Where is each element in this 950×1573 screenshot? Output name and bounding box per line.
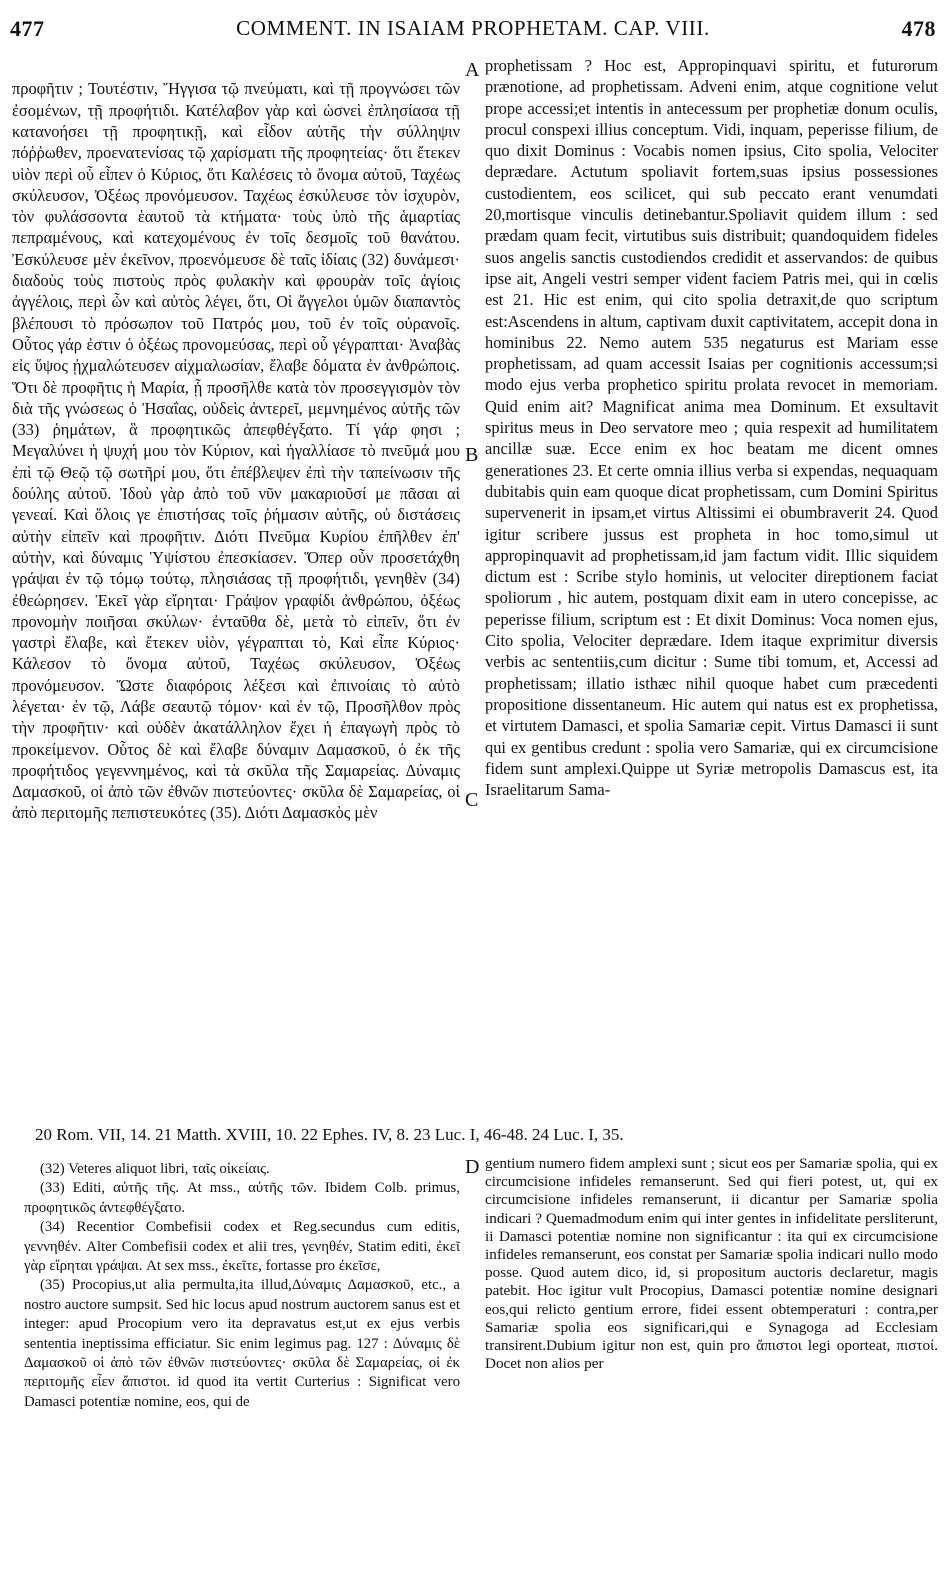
footnote-32: (32) Veteres aliquot libri, ταῖς οἰκείαις. [40, 1161, 270, 1177]
section-marker-c: C [465, 789, 479, 811]
section-marker-d: D [465, 1156, 480, 1178]
latin-column-continued [485, 1155, 938, 1565]
running-title: COMMENT. IN ISAIAM PROPHETAM. CAP. VIII. [236, 16, 710, 40]
section-marker-a: A [465, 59, 480, 81]
section-marker-b: B [465, 444, 479, 466]
latin-column [485, 55, 938, 1115]
page-number-left: 477 [10, 16, 45, 41]
latin-text-continued: gentium numero fidem amplexi sunt ; sicut eos per Samariæ spolia, qui ex circumcisione infideles remanserunt. Sed qui fieri potest, ut, qui ex circumcisione infideles remanserunt, ii dicantur per Samariæ spolia indicari ? Quemadmodum enim qui inter gentes in infidelitate persliterunt, ii Damasci potentiæ nomine non significantur : ita qui ex circumcisione infideles remanserunt, eos constat per Samariæ spolia indicari nullo modo posse. Quod autem dico, id, si propositum auctoris declaretur, magis patebit. Hoc igitur vult Procopius, Damasci potentiæ nomine designari eos,qui relicto gentium errore, fidei essent obtemperaturi : contra,per Samariæ spolia eos significari,qui e Synagoga ad Ecclesiam transirent.Dubium igitur non est, quin pro ἄπιστοι legi oporteat, πιστοί. Docet non alios per [485, 1155, 938, 1373]
footnotes [24, 1160, 460, 1565]
greek-column [12, 62, 460, 1112]
greek-text: προφῆτιν ; Τουτέστιν, Ἤγγισα τῷ πνεύματι, καὶ τῇ προγνώσει τῶν ἐσομένων, τῇ προφήτιδι. Κατέλαβον γὰρ καὶ ὡσνεὶ ἐπλησίασα τῇ κατανοήσει τῇ προφητικῇ, καὶ εἶδον αὐτῆς τὴν σύλληψιν πόῤῥωθεν, προενατενίσας τῷ χαρίσματι τῆς προφητείας· ὅτι ἔτεκεν υἱὸν περὶ οὗ εἶπεν ὁ Κύριος, ὅτι Καλέσεις τὸ ὄνομα αὐτοῦ, Ταχέως σκύλευσον, Ὀξέως προνόμευσον. Ταχέως ἐσκύλευσε τὸν ἰσχυρὸν, τὸν φυλάσσοντα ἑαυτοῦ τὰ κτήματα· τοὺς ὑπὸ τῆς ἁμαρτίας πεπραμένους, καὶ κατεχομένους ἐν τοῖς δεσμοῖς τοῦ θανάτου. Ἐσκύλευσε μὲν ἐκεῖνον, προενόμευσε δὲ ταῖς ἰδίαις (32) δυνάμεσι· διαδοὺς τοὺς πιστοὺς πρὸς φυλακὴν καὶ φρουρὰν τοῖς ἁγίοις ἀγγέλοις, περὶ ὧν καὶ αὐτὸς λέγει, ὅτι, Οἱ ἄγγελοι ὑμῶν διαπαντὸς βλέπουσι τὸ πρόσωπον τοῦ Πατρός μου, τοῦ ἐν τοῖς οὐρανοῖς. Οὗτος γάρ ἐστιν ὁ ὀξέως προνομεύσας, περὶ οὗ γέγραπται· Ἀναβὰς εἰς ὕψος ᾐχμαλώτευσεν αἰχμαλωσίαν, ἔλαβε δόματα ἐν ἀνθρώποις. Ὅτι δὲ προφῆτις ἡ Μαρία, ᾗ προσῆλθε κατὰ τὸν προσεγγισμὸν τὸν διὰ τῆς γνώσεως ὁ Ἠσαΐας, οὐδεὶς ἀντερεῖ, μεμνημένος αὐτῆς τῶν (33) ῥημάτων, ἃ προφητικῶς ἀπεφθέγξατο. Τί γάρ φησι ; Μεγαλύνει ἡ ψυχή μου τὸν Κύριον, καὶ ἠγαλλίασε τὸ πνεῦμά μου ἐπὶ τῷ Θεῷ τῷ σωτῆρί μου, ὅτι ἐπέβλεψεν ἐπὶ τὴν ταπείνωσιν τῆς δούλης αὐτοῦ. Ἰδοὺ γὰρ ἀπὸ τοῦ νῦν μακαριοῦσί με πᾶσαι αἱ γενεαί. Καὶ ὅλοις γε ἐπιστήσας τοῖς ῥήμασιν αὐτῆς, οὐ διστάσεις αὐτὴν εἰπεῖν καὶ προφῆτιν. Διότι Πνεῦμα Κυρίου ἐπῆλθεν ἐπ' αὐτὴν, καὶ δύναμις Ὑψίστου ἐπεσκίασεν. Ὅπερ οὖν προσετάχθη γράψαι ἐν τῷ τόμῳ τούτῳ, πλησιάσας τῇ προφήτιδι, γενηθὲν (34) ἐθεώρησεν. Ἐκεῖ γὰρ εἴρηται· Γράψον γραφίδι ἀνθρώπου, ὀξέως προνομὴν ποιῆσαι σκύλων· ἐνταῦθα δὲ, μετὰ τὸ εἰπεῖν, ὅτι ἐν γαστρὶ ἔλαβε, καὶ ἔτεκεν υἱὸν, γέγραπται τὸ, Καὶ εἶπε Κύριος· Κάλεσον τὸ ὄνομα αὐτοῦ, Ταχέως σκύλευσον, Ὀξέως προνόμευσον. Ὥστε διαφόροις λέξεσι καὶ ἐπινοίαις τὸ αὐτὸ λέγεται· ἐν τῷ, Λάβε σεαυτῷ τόμον· καὶ ἐν τῷ, Προσῆλθον πρὸς τὴν προφῆτιν· καὶ οὐδὲν ἀκατάλληλον ἔχει ἡ ἐπαγωγὴ πρὸς τὸ προκείμενον. Οὗτος δὲ καὶ ἔλαβε δύναμιν Δαμασκοῦ, ὁ ἐκ τῆς προφήτιδος γεγεννημένος, καὶ τὰ σκῦλα τῆς Σαμαρείας. Δύναμις Δαμασκοῦ, οἱ ἀπὸ τῶν ἐθνῶν πιστεύοντες· σκῦλα δὲ Σαμαρείας, οἱ ἀπὸ περιτομῆς πεπιστευκότες (35). Διότι Δαμασκὸς μὲν [12, 79, 460, 823]
page-number-right: 478 [901, 16, 936, 41]
scripture-references: 20 Rom. VII, 14. 21 Matth. XVIII, 10. 22 Ephes. IV, 8. 23 Luc. I, 46-48. 24 Luc. I, 35. [35, 1125, 624, 1144]
footnote-33: (33) Editi, αὐτῆς τῆς. At mss., αὐτῆς τῶν. Ibidem Colb. primus, προφητικῶς ἀντεφθέγξατο. [24, 1180, 460, 1216]
footnote-34: (34) Recentior Combefisii codex et Reg.secundus cum editis, γεννηθέν. Alter Combefisii codex et alii tres, γενηθέν, Statim editi, ἐκεῖ γὰρ εἴρηται γράψαι. At sex mss., ἐκεῖτε, fortasse pro ἐκεῖσε, [24, 1219, 460, 1275]
running-header [10, 16, 936, 46]
footnote-35: (35) Procopius,ut alia permulta,ita illud,Δύναμις Δαμασκοῦ, etc., a nostro auctore sumpsit. Sed hic locus apud nostrum auctorem sanus est et integer: apud Procopium vero ita depravatus est,ut ex ejus verbis sententia ineptissima efficiatur. Sic enim legimus pag. 127 : Δύναμις δὲ Δαμασκοῦ οἱ ἀπὸ τῶν ἐθνῶν πιστεύοντες· σκῦλα δὲ Σαμαρείας, οἱ ἐκ περιτομῆς εἶεν ἄπιστοι. id quod ita vertit Curterius : Significat vero Damasci potentiæ nomine, eos, qui de [24, 1277, 460, 1410]
latin-text: prophetissam ? Hoc est, Appropinquavi spiritu, et futurorum prænotione, ad prophetissam. Adveni enim, atque cognitione velut prope accessi;et intentis in antecessum per prophetiæ donum oculis, procul conspexi illius conceptum. Vidi, inquam, peperisse filium, de quo dixit Dominus : Vocabis nomen ipsius, Cito spolia, Velociter deprædare. Actutum spoliavit fortem,suas ipsius possessiones custodientem, eos scilicet, qui sub peccato erant venumdati 20,mortisque vinculis detinebantur.Spoliavit quidem illum : sed prædam quam fecit, virtutibus suis distribuit; quandoquidem fideles suos angelis sanctis custodiendos credidit et asservandos: de quibus ipse ait, Angeli vestri semper vident faciem Patris mei, qui in cœlis est 21. Hic est enim, qui cito spolia detraxit,de quo scriptum est:Ascendens in altum, captivam duxit captivitatem, accepit dona in hominibus 22. Nemo autem 535 negaturus est Mariam esse prophetissam, ad quam accessit Isaias per cognitionis accessum;si modo ejus verba prophetico spiritu prolata revocet in memoriam. Quid enim ait? Magnificat anima mea Dominum. Et exsultavit spiritus meus in Deo servatore meo ; quia respexit ad humilitatem ancillæ suæ. Ecce enim ex hoc beatam me dicent omnes generationes 23. Et certe omnia illius verba si expendas, nequaquam dubitabis quin eam quoque dicat prophetissam, cum Domini Spiritus supervenerit in ipsam,et virtus Altissimi ei obumbraverit 24. Quod igitur scribere jussus est propheta in hoc tomo,simul ut appropinquavit ad prophetissam,id jam factum vidit. Illic siquidem dictum est : Scribe stylo hominis, ut velociter direptionem faciat spoliorum , hic autem, postquam dixit eam in utero concepisse, ac peperisse filium, scriptum est : Et dixit Dominus: Voca nomen ejus, Cito spolia, Velociter deprædare. Idem itaque exprimitur diversis verbis ac sententiis,cum dicitur : Sume tibi tomum, et, Accessi ad prophetissam; illatio isthæc nihil quoque habet cum præcedenti propositione dissentaneum. Hic autem qui natus est ex prophetissa, et virtutem Damasci, et spolia Samariæ cepit. Virtus Damasci ii sunt qui ex gentibus credunt : spolia vero Samariæ, qui ex circumcisione fidem sunt amplexi.Quippe ut Syriæ metropolis Damascus est, ita Israelitarum Sama- [485, 56, 938, 800]
